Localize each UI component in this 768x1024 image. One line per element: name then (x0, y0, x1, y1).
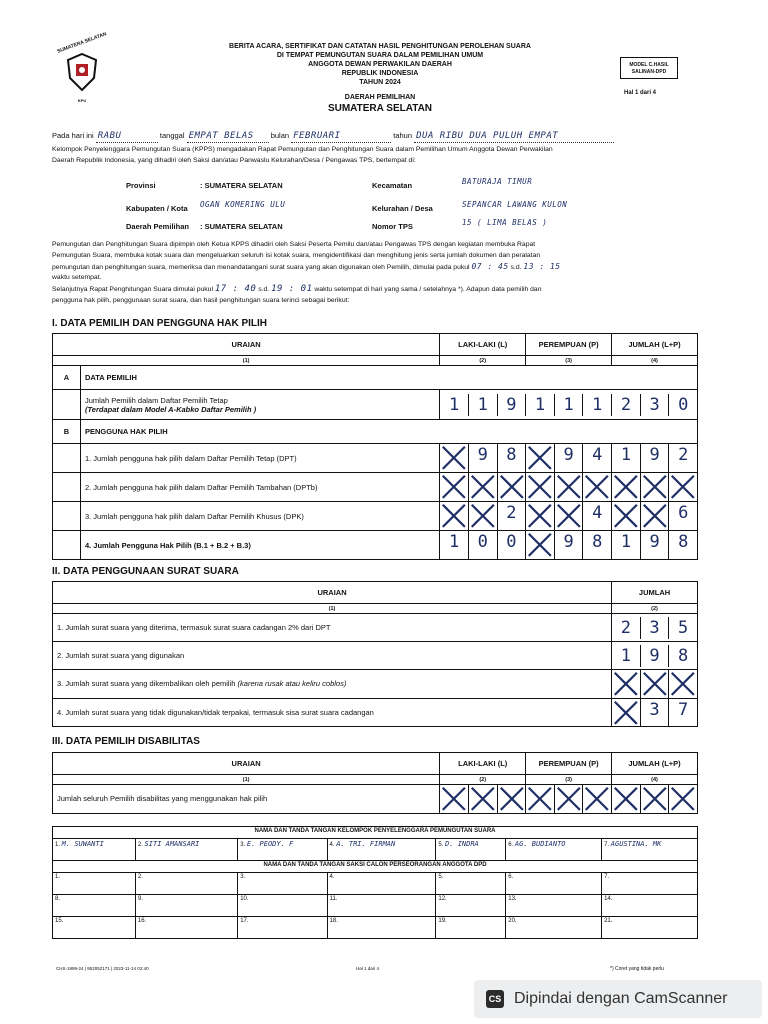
kabupaten-value: OGAN KOMERING ULU (200, 200, 286, 209)
cross-icon (641, 670, 669, 698)
digit-cell: 9 (640, 444, 669, 472)
s2-row-3-italic: (karena rusak atau keliru coblos) (237, 679, 347, 689)
saksi-8: 8. (53, 895, 136, 917)
s1-a-cells (440, 390, 698, 420)
start-time: 07 : 45 (471, 262, 509, 271)
digit-cell: 9 (468, 444, 497, 472)
paragraph-line-4: waktu setempat. (52, 274, 102, 281)
s1-b-title: PENGGUNA HAK PILIH (80, 420, 697, 444)
cross-icon (498, 473, 526, 501)
s3-num-4: (4) (612, 775, 698, 785)
digit-cell: 3 (640, 617, 669, 639)
digit-cell: 1 (620, 645, 632, 666)
digit-cell: 2 (620, 617, 632, 638)
cross-icon (583, 473, 611, 501)
kpps-name-3: E. PEODY. F (246, 840, 294, 848)
kpps-1: 1. M. SUWANTI (53, 839, 136, 861)
saksi-9: 9. (135, 895, 237, 917)
digit-row (612, 617, 697, 639)
s2-cells-4 (612, 698, 698, 727)
cross-mark (440, 444, 468, 472)
cross-icon (583, 785, 611, 813)
s1-b-row-1: 1. Jumlah pengguna hak pilih dalam Daftar Pemilih Tetap (DPT) (80, 444, 439, 473)
digit-row (440, 473, 697, 501)
s3-header-jumlah: JUMLAH (L+P) (612, 753, 698, 775)
tps-label: Nomor TPS (372, 222, 413, 231)
paragraph-line-3 (52, 261, 732, 273)
digit-cell: 3 (640, 394, 669, 416)
digit-cell: 8 (497, 444, 526, 472)
digit-cell: 2 (611, 394, 640, 416)
cross-mark (612, 670, 640, 698)
bulan-label: bulan (270, 131, 290, 140)
sd-label-2: s.d. (258, 286, 270, 293)
kabupaten-label: Kabupaten / Kota (126, 204, 188, 213)
cross-mark (582, 785, 611, 813)
cross-icon (641, 502, 669, 530)
cross-mark (525, 502, 554, 530)
paragraph-line-1: Pemungutan dan Penghitungan Suara dipimpin oleh Ketua KPPS dihadiri oleh Saksi Peserta Pemilu dan/atau Pengawas TPS dengan kegiatan membuka Rapat (52, 241, 536, 248)
tanggal-value: EMPAT BELAS (187, 131, 269, 143)
header-line-5: TAHUN 2024 (359, 79, 401, 86)
cross-icon (612, 699, 640, 727)
cross-mark (525, 785, 554, 813)
digit-cell: 0 (668, 394, 697, 416)
cross-icon (526, 785, 554, 813)
cross-mark (668, 473, 697, 501)
kpps-4: 4. A. TRI. FIRMAN (327, 839, 436, 861)
s3-header-uraian: URAIAN (53, 753, 440, 775)
s1-header-perempuan: PEREMPUAN (P) (526, 334, 612, 356)
cross-icon (526, 444, 554, 472)
digit-cell: 9 (497, 394, 526, 416)
kpps-name-1: M. SUWANTI (61, 840, 104, 848)
s1-header-laki: LAKI-LAKI (L) (440, 334, 526, 356)
model-box: MODEL C.HASIL SALINAN-DPD (620, 57, 678, 79)
cross-icon (526, 502, 554, 530)
start-time-2: 17 : 40 (214, 284, 257, 294)
cross-icon (641, 785, 669, 813)
cross-mark (611, 473, 640, 501)
opening-line-1 (52, 130, 702, 143)
kpps-name-7: AGUSTINA. MK (610, 840, 662, 848)
footer-right: *) Coret yang tidak perlu (610, 966, 664, 972)
digit-cell: 1 (582, 394, 611, 416)
saksi-13: 13. (506, 895, 602, 917)
s2-header-jumlah: JUMLAH (612, 582, 698, 604)
s1-header-jumlah: JUMLAH (L+P) (612, 334, 698, 356)
s2-cells-1 (612, 614, 698, 642)
kpps-3: 3. E. PEODY. F (238, 839, 327, 861)
s2-cells-3 (612, 670, 698, 699)
cross-icon (469, 502, 497, 530)
saksi-16: 16. (135, 917, 237, 939)
header-line-4: REPUBLIK INDONESIA (341, 70, 419, 77)
camscanner-text: Dipindai dengan CamScanner (514, 990, 728, 1007)
s1-a-row-sub: (Terdapat dalam Model A-Kabko Daftar Pemilih ) (84, 404, 257, 414)
kelurahan-value: SEPANCAR LAWANG KULON (462, 200, 568, 209)
kpps-5: 5. D. INDRA (436, 839, 506, 861)
s2-row-1: 1. Jumlah surat suara yang diterima, termasuk surat suara cadangan 2% dari DPT (53, 614, 612, 642)
kpps-name-2: SITI AMANSARI (144, 840, 200, 848)
cross-icon (440, 444, 468, 472)
section-3-title: III. DATA PEMILIH DISABILITAS (52, 736, 200, 747)
cross-mark (525, 473, 554, 501)
digit-row (440, 394, 697, 416)
saksi-18: 18. (327, 917, 436, 939)
s1-num-2: (2) (440, 356, 526, 366)
s2-num-1: (1) (53, 604, 612, 614)
s2-row-4: 4. Jumlah surat suara yang tidak digunakan/tidak terpakai, termasuk sisa surat suara cadangan (53, 698, 612, 727)
s1-b-cells-2 (440, 473, 698, 502)
page-indicator: Hal 1 dari 4 (624, 90, 657, 96)
s1-b-label: B (53, 420, 81, 444)
daerah-label: DAERAH PEMILIHAN (344, 94, 416, 101)
camscanner-watermark (474, 980, 762, 1018)
cross-icon (440, 785, 468, 813)
saksi-14: 14. (602, 895, 698, 917)
camscanner-logo-icon: CS (486, 990, 504, 1008)
opening-line-3: Daerah Republik Indonesia, yang dihadiri oleh Saksi dan/atau Panwaslu Kelurahan/Desa / Pengawas TPS, bertempat di: (52, 157, 416, 164)
saksi-4: 4. (327, 873, 436, 895)
s2-header-uraian: URAIAN (53, 582, 612, 604)
cross-mark (668, 670, 697, 698)
end-time: 13 : 15 (523, 262, 561, 271)
paragraph-line-5 (52, 284, 732, 295)
cross-mark (612, 699, 640, 727)
s3-cells (440, 785, 698, 814)
cross-mark (640, 785, 669, 813)
cross-icon (612, 473, 640, 501)
digit-row (440, 785, 697, 813)
s1-b-cells-1 (440, 444, 698, 473)
digit-cell: 1 (611, 531, 640, 559)
s2-cells-2 (612, 642, 698, 670)
kpps-name-6: AG. BUDIANTO (514, 840, 566, 848)
header-line-1: BERITA ACARA, SERTIFIKAT DAN CATATAN HASIL PENGHITUNGAN PEROLEHAN SUARA (229, 43, 531, 50)
cross-icon (469, 473, 497, 501)
digit-cell: 9 (554, 444, 583, 472)
cross-mark (582, 473, 611, 501)
digit-row (612, 670, 697, 698)
kpu-logo (52, 31, 112, 106)
digit-cell: 3 (640, 699, 669, 727)
footer-left: CHS-1999-24 | 952052171 | 2023-11-14 02:40 (56, 966, 149, 971)
digit-cell: 0 (497, 531, 526, 559)
s3-num-2: (2) (440, 775, 526, 785)
kpps-name-5: D. INDRA (445, 840, 479, 848)
cross-icon (669, 785, 697, 813)
paragraph-line-6: pengguna hak pilih, penggunaan surat suara, dan hasil penghitungan suara terinci sebagai berikut: (52, 297, 350, 304)
digit-row (440, 502, 697, 530)
cross-mark (611, 502, 640, 530)
section-3-table (52, 752, 698, 814)
saksi-12: 12. (436, 895, 506, 917)
kelurahan-label: Kelurahan / Desa (372, 204, 433, 213)
s1-b-cells-4 (440, 531, 698, 560)
saksi-17: 17. (238, 917, 327, 939)
digit-cell: 1 (525, 394, 554, 416)
header-line-2: DI TEMPAT PEMUNGUTAN SUARA DALAM PEMILIHAN UMUM (276, 52, 484, 59)
digit-cell: 4 (582, 502, 611, 530)
kpu-emblem-icon (64, 52, 100, 92)
document-header (180, 42, 580, 116)
s1-a-title: DATA PEMILIH (80, 366, 697, 390)
s1-a-row (80, 390, 439, 420)
digit-cell: 9 (640, 531, 669, 559)
s1-a-label: A (53, 366, 81, 390)
s2-row-2: 2. Jumlah surat suara yang digunakan (53, 642, 612, 670)
s3-header-laki: LAKI-LAKI (L) (440, 753, 526, 775)
end-time-2: 19 : 01 (271, 284, 313, 294)
digit-cell: 1 (468, 394, 497, 416)
s1-b-row-4: 4. Jumlah Pengguna Hak Pilih (B.1 + B.2 + B.3) (80, 531, 439, 560)
cross-icon (555, 473, 583, 501)
digit-cell: 5 (668, 617, 697, 639)
s3-num-1: (1) (53, 775, 440, 785)
s1-b-row-3: 3. Jumlah pengguna hak pilih dalam Daftar Pemilih Khusus (DPK) (80, 502, 439, 531)
paragraph-line-2: Pemungutan Suara, membuka kotak suara dan mengeluarkan seluruh isi kotak suara, mengidentifikasi dan menghitung jenis serta jumlah dokumen dan peralatan (52, 252, 541, 259)
s1-num-3: (3) (526, 356, 612, 366)
kecamatan-value: BATURAJA TIMUR (462, 177, 533, 186)
s1-b-cells-3 (440, 502, 698, 531)
saksi-1: 1. (53, 873, 136, 895)
tanggal-label: tanggal (159, 131, 185, 140)
cross-mark (497, 785, 526, 813)
kecamatan-label: Kecamatan (372, 181, 413, 190)
s2-row-3 (53, 670, 612, 699)
s3-row: Jumlah seluruh Pemilih disabilitas yang menggunakan hak pilih (53, 785, 440, 814)
s1-a-row-text: Jumlah Pemilih dalam Daftar Pemilih Tetap (84, 395, 228, 405)
tahun-value: DUA RIBU DUA PULUH EMPAT (414, 131, 614, 143)
kpps-2: 2. SITI AMANSARI (135, 839, 237, 861)
saksi-11: 11. (327, 895, 436, 917)
cross-mark (468, 502, 497, 530)
cross-mark (640, 670, 669, 698)
s3-num-3: (3) (526, 775, 612, 785)
tps-value: 15 ( LIMA BELAS ) (462, 218, 548, 227)
s1-num-1: (1) (53, 356, 440, 366)
cross-icon (669, 473, 697, 501)
provinsi-value: : SUMATERA SELATAN (200, 181, 283, 190)
tahun-label: tahun (393, 131, 413, 140)
header-line-3: ANGGOTA DEWAN PERWAKILAN DAERAH (308, 61, 452, 68)
saksi-19: 19. (436, 917, 506, 939)
digit-cell: 8 (668, 645, 697, 667)
sd-label: s.d. (510, 264, 522, 271)
s3-header-perempuan: PEREMPUAN (P) (526, 753, 612, 775)
bulan-value: FEBRUARI (291, 131, 391, 143)
saksi-2: 2. (135, 873, 237, 895)
cross-icon (612, 670, 640, 698)
cross-mark (468, 473, 497, 501)
digit-row (440, 531, 697, 559)
saksi-5: 5. (436, 873, 506, 895)
provinsi-label: Provinsi (126, 181, 156, 190)
daerah-pemilihan-value: : SUMATERA SELATAN (200, 222, 283, 231)
digit-cell: 0 (468, 531, 497, 559)
saksi-20: 20. (506, 917, 602, 939)
cross-mark (554, 502, 583, 530)
cross-icon (555, 785, 583, 813)
cross-icon (498, 785, 526, 813)
digit-cell: 2 (668, 444, 697, 472)
kpps-7: 7. AGUSTINA. MK (602, 839, 698, 861)
digit-cell: 9 (554, 531, 583, 559)
saksi-7: 7. (602, 873, 698, 895)
section-1-table (52, 333, 698, 560)
digit-cell: 4 (582, 444, 611, 472)
cross-icon (440, 502, 468, 530)
s2-row-3-text: 3. Jumlah surat suara yang dikembalikan oleh pemilih (57, 679, 236, 689)
kpps-name-4: A. TRI. FIRMAN (336, 840, 396, 848)
digit-row (440, 444, 697, 472)
pada-hari-ini-label: Pada hari ini (52, 131, 94, 140)
cross-mark (640, 502, 669, 530)
cross-mark (525, 444, 554, 472)
cross-icon (555, 502, 583, 530)
kpps-title: NAMA DAN TANDA TANGAN KELOMPOK PENYELENGGARA PEMUNGUTAN SUARA (53, 827, 698, 839)
digit-row (612, 699, 697, 727)
signature-table (52, 826, 698, 939)
cross-mark (440, 473, 468, 501)
saksi-21: 21. (602, 917, 698, 939)
cross-icon (612, 502, 640, 530)
daerah-pemilihan-label: Daerah Pemilihan (126, 222, 189, 231)
daerah-value: SUMATERA SELATAN (327, 103, 433, 114)
s1-b-row-2: 2. Jumlah pengguna hak pilih dalam Daftar Pemilih Tambahan (DPTb) (80, 473, 439, 502)
cross-icon (641, 473, 669, 501)
s1-header-uraian: URAIAN (53, 334, 440, 356)
digit-cell: 1 (448, 532, 460, 553)
cross-mark (611, 785, 640, 813)
logo-arc-text: SUMATERA SELATAN (56, 31, 108, 55)
cross-mark (554, 785, 583, 813)
s1-num-4: (4) (612, 356, 698, 366)
cross-icon (526, 473, 554, 501)
digit-cell: 9 (640, 645, 669, 667)
cross-mark (554, 473, 583, 501)
hari-value: RABU (96, 131, 158, 143)
paragraph-line-5-text: Selanjutnya Rapat Penghitungan Suara dimulai pukul (52, 286, 213, 293)
saksi-title: NAMA DAN TANDA TANGAN SAKSI CALON PERSEORANGAN ANGGOTA DPD (53, 861, 698, 873)
cross-mark (525, 531, 554, 559)
section-2-table (52, 581, 698, 727)
section-1-title: I. DATA PEMILIH DAN PENGGUNA HAK PILIH (52, 318, 267, 329)
kpps-6: 6. AG. BUDIANTO (506, 839, 602, 861)
opening-line-2: Kelompok Penyelenggara Pemungutan Suara (KPPS) mengadakan Rapat Pemungutan dan Penghitungan Suara dalam Pemilihan Umum Anggota Dewan Perwakilan (52, 146, 553, 153)
saksi-3: 3. (238, 873, 327, 895)
digit-cell: 8 (582, 531, 611, 559)
digit-cell: 1 (448, 394, 460, 415)
cross-mark (440, 502, 468, 530)
cross-icon (669, 670, 697, 698)
cross-icon (440, 473, 468, 501)
digit-cell: 8 (668, 531, 697, 559)
cross-icon (612, 785, 640, 813)
paragraph-line-3-text: pemungutan dan penghitungan suara, memeriksa dan menandatangani surat suara yang akan digunakan oleh Pemilih, dimulai pada pukul (52, 264, 470, 271)
cross-icon (526, 531, 554, 559)
section-2-title: II. DATA PENGGUNAAN SURAT SUARA (52, 566, 239, 577)
saksi-6: 6. (506, 873, 602, 895)
footer-mid: Hal 1 dari 4 (356, 966, 380, 971)
cross-mark (440, 785, 468, 813)
s2-num-2: (2) (612, 604, 698, 614)
paragraph-line-5-tail: waktu setempat di hari yang sama / setelahnya *). Adapun data pemilih dan (314, 286, 542, 293)
cross-mark (497, 473, 526, 501)
cross-mark (668, 785, 697, 813)
cross-mark (640, 473, 669, 501)
digit-cell: 2 (497, 502, 526, 530)
cross-icon (469, 785, 497, 813)
digit-cell: 1 (611, 444, 640, 472)
cross-mark (468, 785, 497, 813)
digit-row (612, 645, 697, 667)
logo-sub-text: KPU (77, 98, 87, 103)
digit-cell: 1 (554, 394, 583, 416)
saksi-15: 15. (53, 917, 136, 939)
digit-cell: 7 (668, 699, 697, 727)
digit-cell: 6 (668, 502, 697, 530)
saksi-10: 10. (238, 895, 327, 917)
